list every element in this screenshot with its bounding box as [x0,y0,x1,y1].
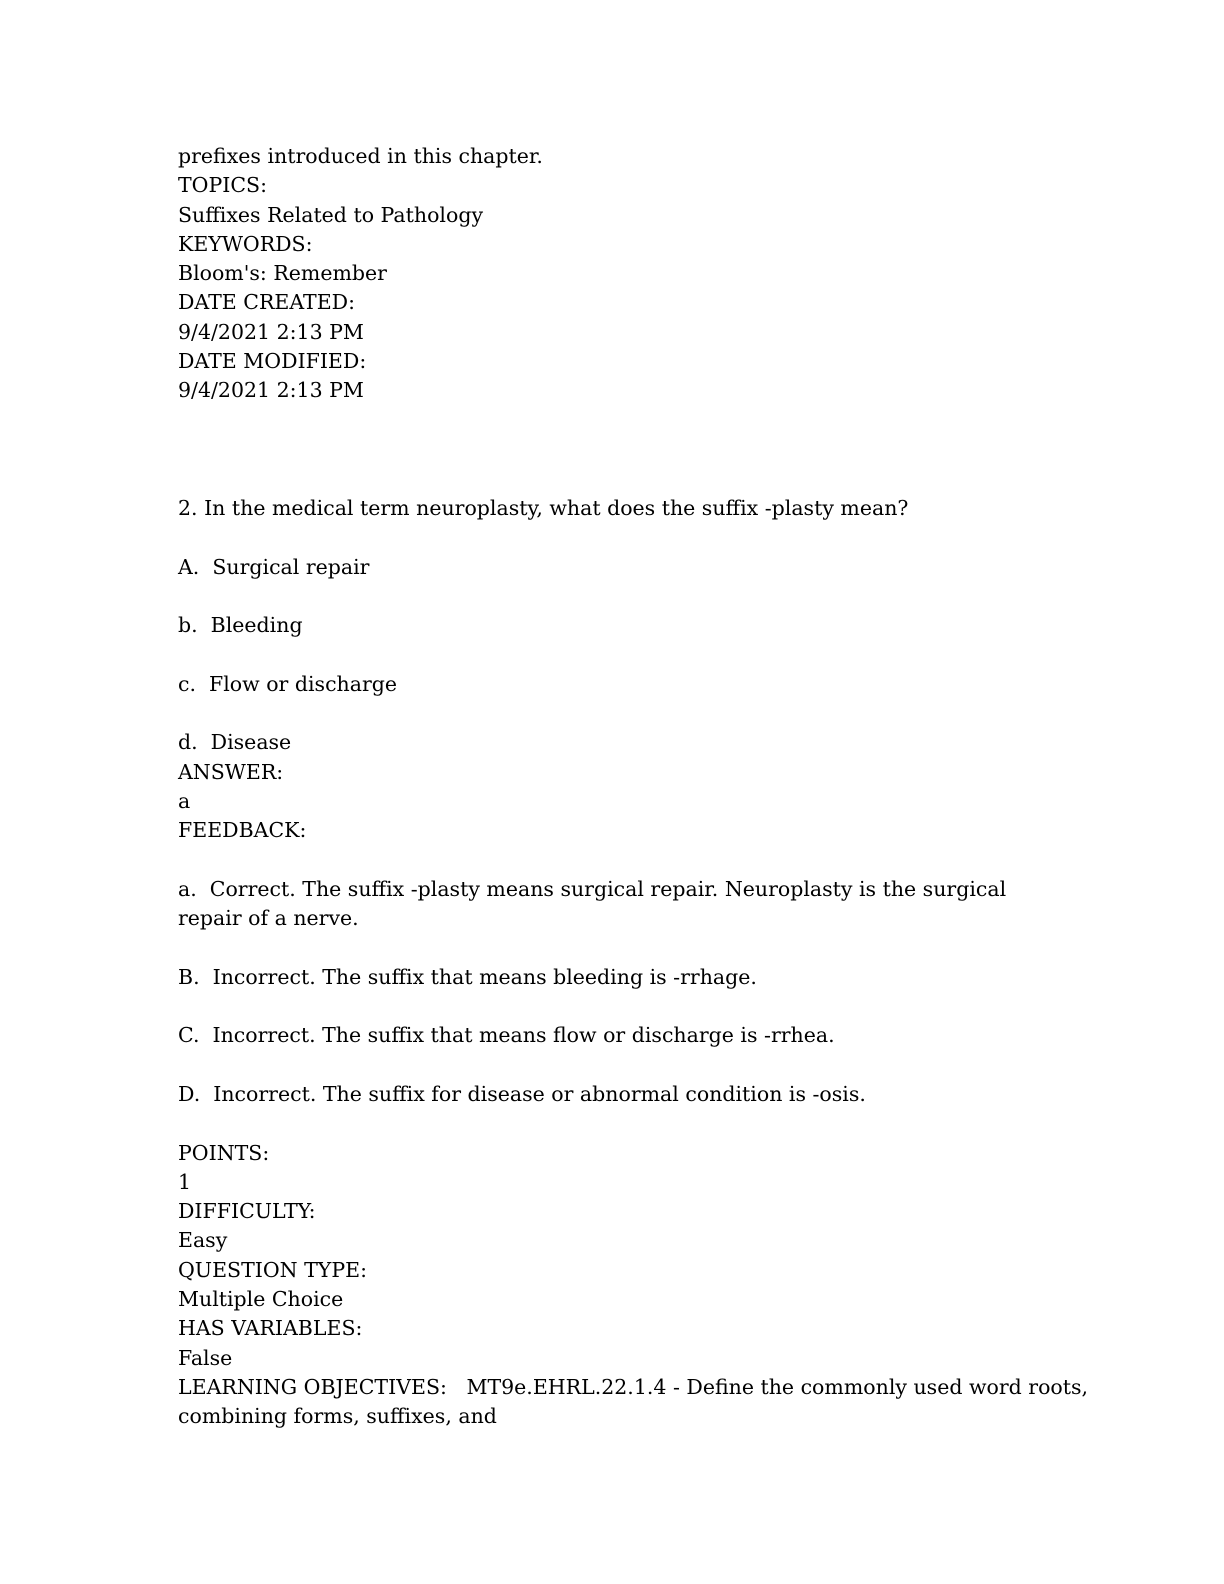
spacer [178,465,1058,494]
date-modified-label: DATE MODIFIED: [178,349,367,374]
question-type-label: QUESTION TYPE: [178,1257,367,1282]
spacer [178,1109,1058,1138]
learning-objectives-line1: LEARNING OBJECTIVES: MT9e.EHRL.22.1.4 - Define the commonly used word roots, [178,1374,1089,1399]
feedback-d: D. Incorrect. The suffix for disease or abnormal condition is -osis. [178,1081,866,1106]
answer-value: a [178,788,191,813]
spacer [178,640,1058,669]
topics-value: Suffixes Related to Pathology [178,202,484,227]
feedback-a-line1: a. Correct. The suffix -plasty means surgical repair. Neuroplasty is the surgical [178,876,1007,901]
keywords-value: Bloom's: Remember [178,261,387,286]
spacer [178,582,1058,611]
date-created-label: DATE CREATED: [178,290,356,315]
spacer [178,699,1058,728]
has-variables-value: False [178,1345,233,1370]
difficulty-label: DIFFICULTY: [178,1199,316,1224]
keywords-label: KEYWORDS: [178,231,313,256]
feedback-a-line2: repair of a nerve. [178,906,359,931]
question-text: 2. In the medical term neuroplasty, what does the suffix -plasty mean? [178,495,909,520]
topics-label: TOPICS: [178,173,268,198]
date-modified-value: 9/4/2021 2:13 PM [178,378,364,403]
question-type-value: Multiple Choice [178,1286,344,1311]
learning-objectives-line2: combining forms, suffixes, and [178,1404,497,1429]
choice-list [178,553,1058,758]
choice-a: A. Surgical repair [178,554,370,579]
difficulty-value: Easy [178,1228,228,1253]
feedback-c: C. Incorrect. The suffix that means flow or discharge is -rrhea. [178,1023,835,1048]
choice-c: c. Flow or discharge [178,671,398,696]
document-page [178,142,1089,1431]
spacer [178,992,1058,1021]
feedback-list [178,875,1058,1109]
spacer [178,523,1058,552]
has-variables-label: HAS VARIABLES: [178,1316,363,1341]
spacer [178,406,1058,465]
feedback-b: B. Incorrect. The suffix that means bleeding is -rrhage. [178,964,757,989]
intro-fragment: prefixes introduced in this chapter. [178,144,543,168]
spacer [178,933,1058,962]
choice-b: b. Bleeding [178,613,303,638]
choice-d: d. Disease [178,730,292,755]
date-created-value: 9/4/2021 2:13 PM [178,319,364,344]
spacer [178,846,1058,875]
points-value: 1 [178,1169,192,1194]
answer-label: ANSWER: [178,759,284,784]
points-label: POINTS: [178,1140,270,1165]
feedback-label: FEEDBACK: [178,818,307,843]
spacer [178,1051,1058,1080]
